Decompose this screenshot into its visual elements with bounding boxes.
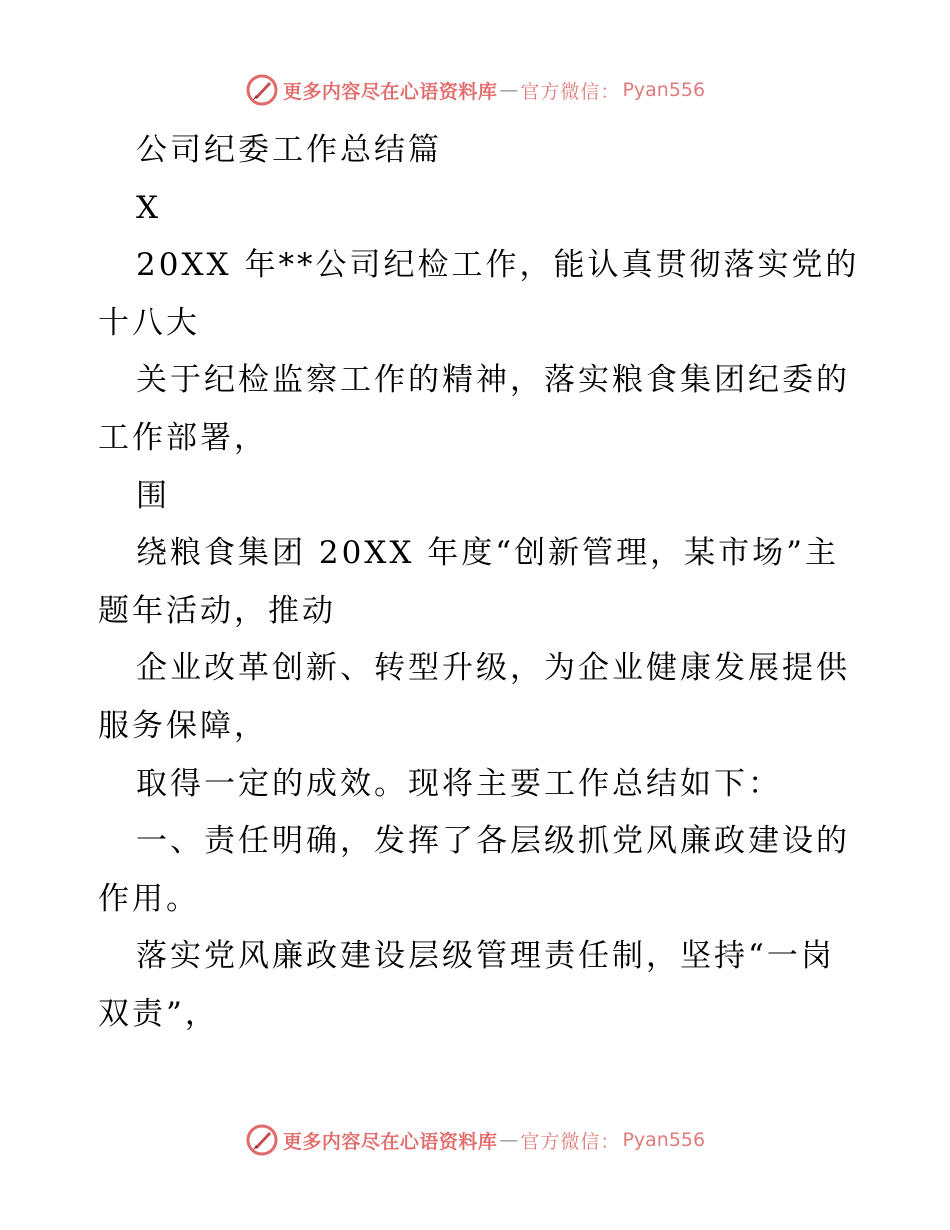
watermark-dash: — — [499, 79, 519, 101]
watermark-main-text: 更多内容尽在心语资料库 — [282, 1130, 498, 1153]
document-line: 企业改革创新、转型升级，为企业健康发展提供 — [136, 650, 850, 687]
document-body — [98, 122, 858, 1044]
red-quill-logo-icon — [245, 1123, 279, 1157]
watermark-main-text: 更多内容尽在心语资料库 — [282, 80, 498, 103]
document-line: 绕粮食集团 20XX 年度“创新管理，某市场”主 — [136, 535, 839, 572]
watermark-wechat-id: Pyan556 — [622, 1129, 706, 1151]
document-line: 落实党风廉政建设层级管理责任制，坚持“一岗 — [136, 938, 835, 975]
document-line: 作用。 — [98, 880, 200, 917]
document-line: 双责”， — [98, 995, 219, 1032]
document-line: 关于纪检监察工作的精神，落实粮食集团纪委的 — [136, 362, 850, 399]
header-watermark — [0, 70, 950, 110]
document-line: 20XX 年**公司纪检工作，能认真贯彻落实党的 — [136, 247, 860, 284]
section-heading: 一、责任明确，发挥了各层级抓党风廉政建设的 — [136, 823, 850, 860]
document-line: 服务保障， — [98, 707, 268, 744]
watermark-wechat-label: 官方微信： — [520, 80, 621, 103]
document-line: X — [136, 189, 162, 226]
footer-watermark — [0, 1120, 950, 1160]
document-line: 工作部署， — [98, 419, 268, 456]
watermark-wechat-id: Pyan556 — [622, 79, 706, 101]
document-line: 围 — [136, 477, 170, 514]
document-title: 公司纪委工作总结篇 — [136, 132, 442, 168]
document-line: 取得一定的成效。现将主要工作总结如下： — [136, 765, 782, 802]
document-line: 十八大 — [98, 304, 200, 341]
watermark-dash: — — [499, 1129, 519, 1151]
watermark-wechat-label: 官方微信： — [520, 1130, 621, 1153]
red-quill-logo-icon — [245, 73, 279, 107]
document-line: 题年活动，推动 — [98, 592, 336, 629]
